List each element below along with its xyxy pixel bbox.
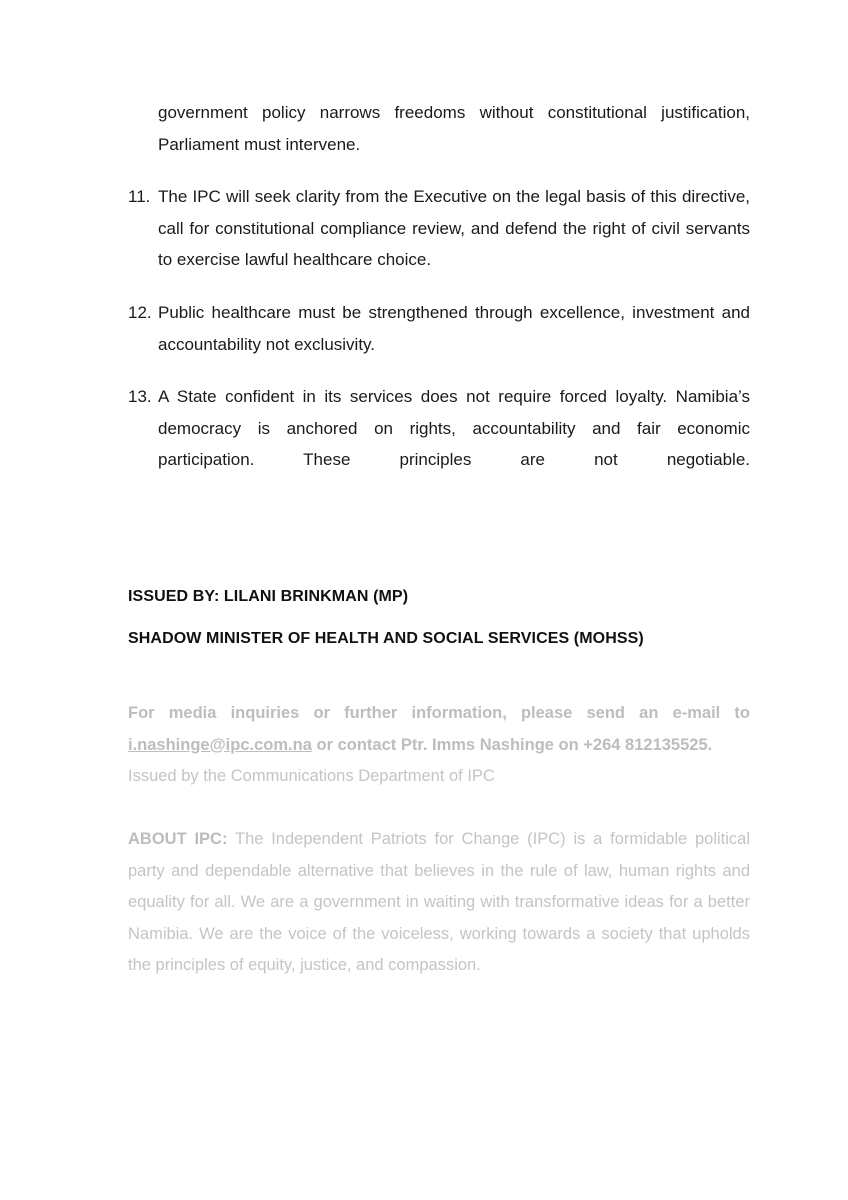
issued-by-heading: ISSUED BY: LILANI BRINKMAN (MP) [128, 588, 409, 605]
continuation-paragraph: government policy narrows freedoms without constitutional justification, Parliament must intervene. [158, 103, 750, 154]
issuer-title-heading: SHADOW MINISTER OF HEALTH AND SOCIAL SERVICES (MOHSS) [128, 630, 644, 647]
about-label: ABOUT IPC: [128, 830, 228, 848]
item-number-11: 11. [128, 187, 151, 206]
item-text-13: A State confident in its services does not require forced loyalty. Namibia’s democracy is anchored on rights, accountability and fair economic participation. These principles are not negotiable. [158, 387, 750, 469]
item-text-11: The IPC will seek clarity from the Executive on the legal basis of this directive, call for constitutional compliance review, and defend the right of civil servants to exercise lawful healthcare choice. [158, 187, 750, 269]
about-ipc-paragraph [128, 824, 750, 982]
issued-by-communications: Issued by the Communications Department of IPC [128, 767, 495, 785]
media-inquiries-paragraph [128, 698, 750, 793]
media-contact: or contact Ptr. Imms Nashinge on +264 812135525. [316, 735, 713, 754]
item-text-12: Public healthcare must be strengthened through excellence, investment and accountability not exclusivity. [158, 303, 750, 354]
about-text: The Independent Patriots for Change (IPC) is a formidable political party and dependable alternative that believes in the rule of law, human rights and equality for all. We are a government in waiting with transformative ideas for a better Namibia. We are the voice of the voiceless, working towards a society that upholds the principles of equity, justice, and compassion. [128, 830, 751, 974]
item-number-12: 12. [128, 303, 152, 322]
media-intro: For media inquiries or further information, please send an e-mail to [128, 704, 750, 722]
item-number-13: 13. [128, 387, 152, 406]
email-link[interactable]: i.nashinge@ipc.com.na [128, 735, 312, 754]
